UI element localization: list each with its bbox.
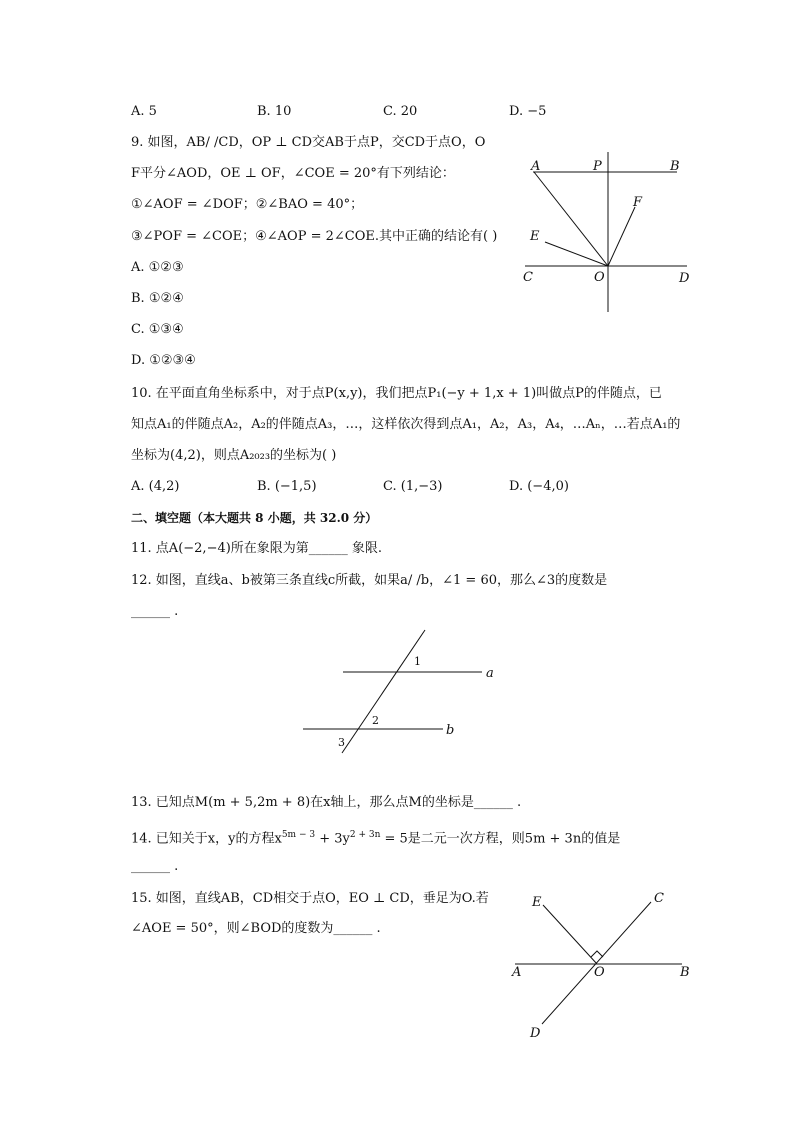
q13-text: 13. 已知点M(m + 5,2m + 8)在x轴上，那么点M的坐标是______ .	[131, 795, 522, 810]
q14-exponent-y: 2 + 3n	[349, 830, 381, 840]
q14-text-line2: ______ .	[131, 859, 179, 874]
q9-label-o: O	[594, 270, 605, 285]
q12-figure	[295, 625, 505, 760]
q14-exponent-x: 5m − 3	[281, 830, 316, 840]
q9-text-line2: F平分∠AOD，OE ⊥ OF，∠COE = 20°有下列结论：	[131, 166, 455, 181]
q12-label-1: 1	[414, 655, 421, 668]
q15-label-o: O	[594, 965, 605, 980]
q10-option-c: C. (1,−3)	[383, 479, 443, 494]
q9-label-f: F	[633, 195, 643, 210]
q9-label-p: P	[593, 159, 602, 174]
q9-text-line4: ③∠POF = ∠COE；④∠AOP = 2∠COE.其中正确的结论有( )	[131, 229, 498, 244]
q15-label-b: B	[680, 965, 690, 980]
q12-text-line1: 12. 如图，直线a、b被第三条直线c所截，如果a/ /b，∠1 = 60，那么∠3的度数是	[131, 573, 608, 588]
q15-label-e: E	[532, 895, 542, 910]
q12-line-c	[342, 630, 425, 753]
q10-option-b: B. (−1,5)	[257, 479, 317, 494]
q10-text-line1: 10. 在平面直角坐标系中，对于点P(x,y)，我们把点P₁(−y + 1,x + 1)叫做点P的伴随点，已	[131, 386, 662, 401]
q10-option-a: A. (4,2)	[131, 479, 180, 494]
q15-right-angle-mark	[591, 951, 603, 957]
q12-text-line2: ______ .	[131, 604, 179, 619]
q9-label-e: E	[530, 229, 540, 244]
q8-option-b: B. 10	[257, 104, 292, 119]
q15-label-c: C	[654, 891, 664, 906]
q15-line-eo	[543, 905, 597, 964]
q14-text-mid: + 3y	[315, 831, 350, 847]
q9-option-c: C. ①③④	[131, 322, 184, 337]
q11-text: 11. 点A(−2,−4)所在象限为第______ 象限.	[131, 541, 383, 556]
section2-title: 二、填空题（本大题共 8 小题，共 32.0 分）	[131, 511, 378, 525]
q8-option-d: D. −5	[509, 104, 547, 119]
q12-label-2: 2	[372, 714, 379, 727]
q9-figure	[515, 150, 695, 320]
q8-option-a: A. 5	[131, 104, 157, 119]
q12-label-a: a	[486, 666, 494, 681]
q12-label-3: 3	[338, 736, 345, 749]
q15-label-d: D	[530, 1026, 541, 1041]
q14-text-pre: 14. 已知关于x，y的方程x	[131, 831, 282, 847]
q10-option-d: D. (−4,0)	[509, 479, 569, 494]
q15-label-a: A	[512, 965, 522, 980]
q9-line-of	[608, 207, 635, 266]
q10-text-line2: 知点A₁的伴随点A₂，A₂的伴随点A₃，…，这样依次得到点A₁，A₂，A₃，A₄，…Aₙ，…若点A₁的	[131, 417, 681, 432]
q9-option-a: A. ①②③	[131, 260, 184, 275]
q9-label-a: A	[531, 159, 541, 174]
q15-text-line2: ∠AOE = 50°，则∠BOD的度数为______ .	[131, 921, 381, 936]
q9-label-c: C	[523, 270, 533, 285]
q9-option-d: D. ①②③④	[131, 353, 196, 368]
q10-text-line3: 坐标为(4,2)，则点A₂₀₂₃的坐标为( )	[131, 448, 337, 463]
q9-text-line1: 9. 如图，AB/ /CD，OP ⊥ CD交AB于点P，交CD于点O，O	[131, 135, 486, 150]
q14-text-line1	[131, 827, 620, 847]
q15-figure	[505, 885, 695, 1045]
q12-label-b: b	[446, 723, 455, 738]
q8-option-c: C. 20	[383, 104, 418, 119]
q9-option-b: B. ①②④	[131, 291, 184, 306]
q15-text-line1: 15. 如图，直线AB，CD相交于点O，EO ⊥ CD，垂足为O.若	[131, 891, 489, 906]
q9-label-d: D	[679, 271, 690, 286]
q9-text-line3: ①∠AOF = ∠DOF；②∠BAO = 40°；	[131, 197, 364, 212]
q9-label-b: B	[670, 159, 680, 174]
q14-text-post: = 5是二元一次方程，则5m + 3n的值是	[380, 831, 621, 847]
